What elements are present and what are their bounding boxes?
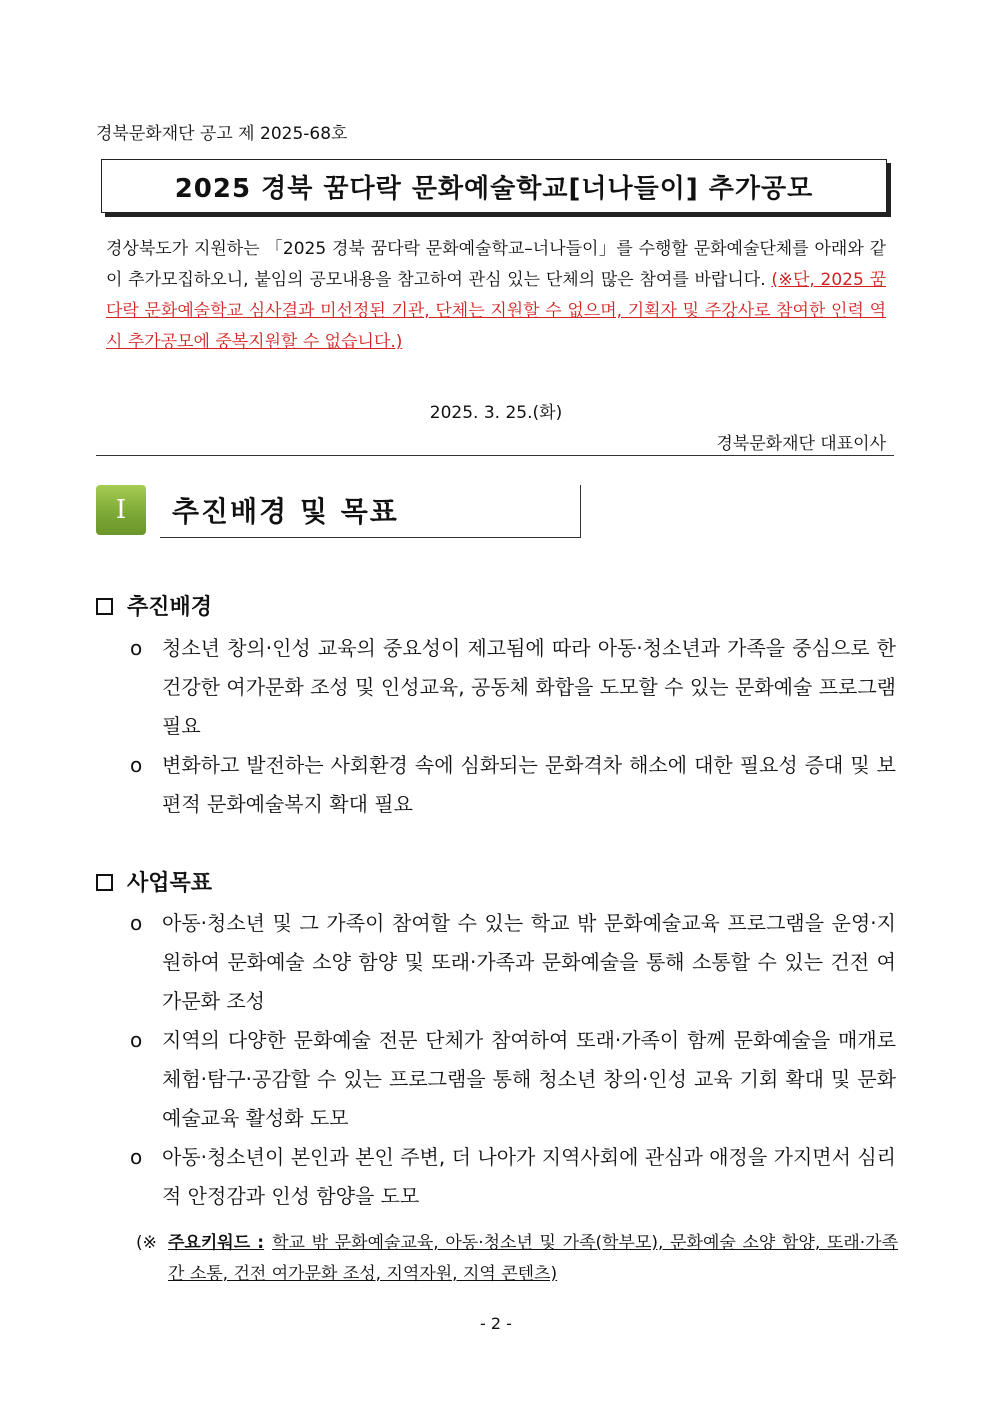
notice-date: 2025. 3. 25.(화) [429, 403, 563, 423]
checkbox-square-icon [96, 874, 113, 891]
keywords-note [136, 1228, 898, 1290]
goals-list [130, 904, 896, 1216]
background-heading [96, 590, 212, 621]
list-item [130, 904, 896, 1021]
list-item-text: 아동·청소년이 본인과 본인 주변, 더 나아가 지역사회에 관심과 애정을 가지면서 심리적 안정감과 인성 함양을 도모 [162, 1145, 896, 1208]
list-item-text: 청소년 창의·인성 교육의 중요성이 제고됨에 따라 아동·청소년과 가족을 중심으로 한 건강한 여가문화 조성 및 인성교육, 공동체 화합을 도모할 수 있는 문화예술 프로그램 필요 [162, 636, 896, 738]
note-marker: (※ [136, 1233, 157, 1253]
background-list [130, 629, 896, 824]
document-title: 2025 경북 꿈다락 문화예술학교[너나들이] 추가공모 [174, 173, 814, 204]
keywords-body [168, 1228, 898, 1290]
background-heading-text: 추진배경 [127, 595, 213, 620]
notice-number: 경북문화재단 공고 제 2025-68호 [96, 124, 348, 144]
keywords-label: 주요키워드 : [168, 1233, 265, 1253]
goals-heading-text: 사업목표 [127, 871, 213, 896]
page-number: - 2 - [480, 1314, 512, 1333]
section-number: I [115, 495, 127, 525]
list-item [130, 629, 896, 746]
list-item [130, 1138, 896, 1216]
bullet-marker: o [130, 1028, 143, 1052]
divider [96, 455, 894, 456]
list-item-text: 변화하고 발전하는 사회환경 속에 심화되는 문화격차 해소에 대한 필요성 증대 및 보편적 문화예술복지 확대 필요 [162, 753, 896, 816]
document-title-box [101, 159, 887, 213]
keywords-text: 학교 밖 문화예술교육, 아동·청소년 및 가족(학부모), 문화예술 소양 함양, 또래·가족 간 소통, 건전 여가문화 조성, 지역자원, 지역 콘텐츠) [168, 1233, 899, 1284]
list-item-text: 아동·청소년 및 그 가족이 참여할 수 있는 학교 밖 문화예술교육 프로그램을 운영·지원하여 문화예술 소양 함양 및 또래·가족과 문화예술을 통해 소통할 수 있는 건전 여가문화 조성 [162, 911, 896, 1013]
bullet-marker: o [130, 636, 143, 660]
bullet-marker: o [130, 753, 143, 777]
section-title: 추진배경 및 목표 [172, 495, 399, 528]
section-number-badge [96, 485, 146, 535]
list-item [130, 1021, 896, 1138]
intro-paragraph [106, 234, 886, 358]
bullet-marker: o [130, 911, 143, 935]
list-item [130, 746, 896, 824]
goals-heading [96, 866, 212, 897]
list-item-text: 지역의 다양한 문화예술 전문 단체가 참여하여 또래·가족이 함께 문화예술을 매개로 체험·탐구·공감할 수 있는 프로그램을 통해 청소년 창의·인성 교육 기회 확대 및 문화예술교육 활성화 도모 [162, 1028, 896, 1130]
checkbox-square-icon [96, 598, 113, 615]
bullet-marker: o [130, 1145, 143, 1169]
intro-warning: (※단, 2025 꿈다락 문화예술학교 심사결과 미선정된 기관, 단체는 지원할 수 없으며, 기획자 및 주강사로 참여한 인력 역시 추가공모에 중복지원할 수 없습니다.) [106, 270, 886, 352]
signer: 경북문화재단 대표이사 [716, 434, 886, 454]
intro-text: 경상북도가 지원하는 「2025 경북 꿈다락 문화예술학교–너나들이」를 수행할 문화예술단체를 아래와 같이 추가모집하오니, 붙임의 공모내용을 참고하여 관심 있는 단체의 많은 참여를 바랍니다. [106, 239, 886, 290]
